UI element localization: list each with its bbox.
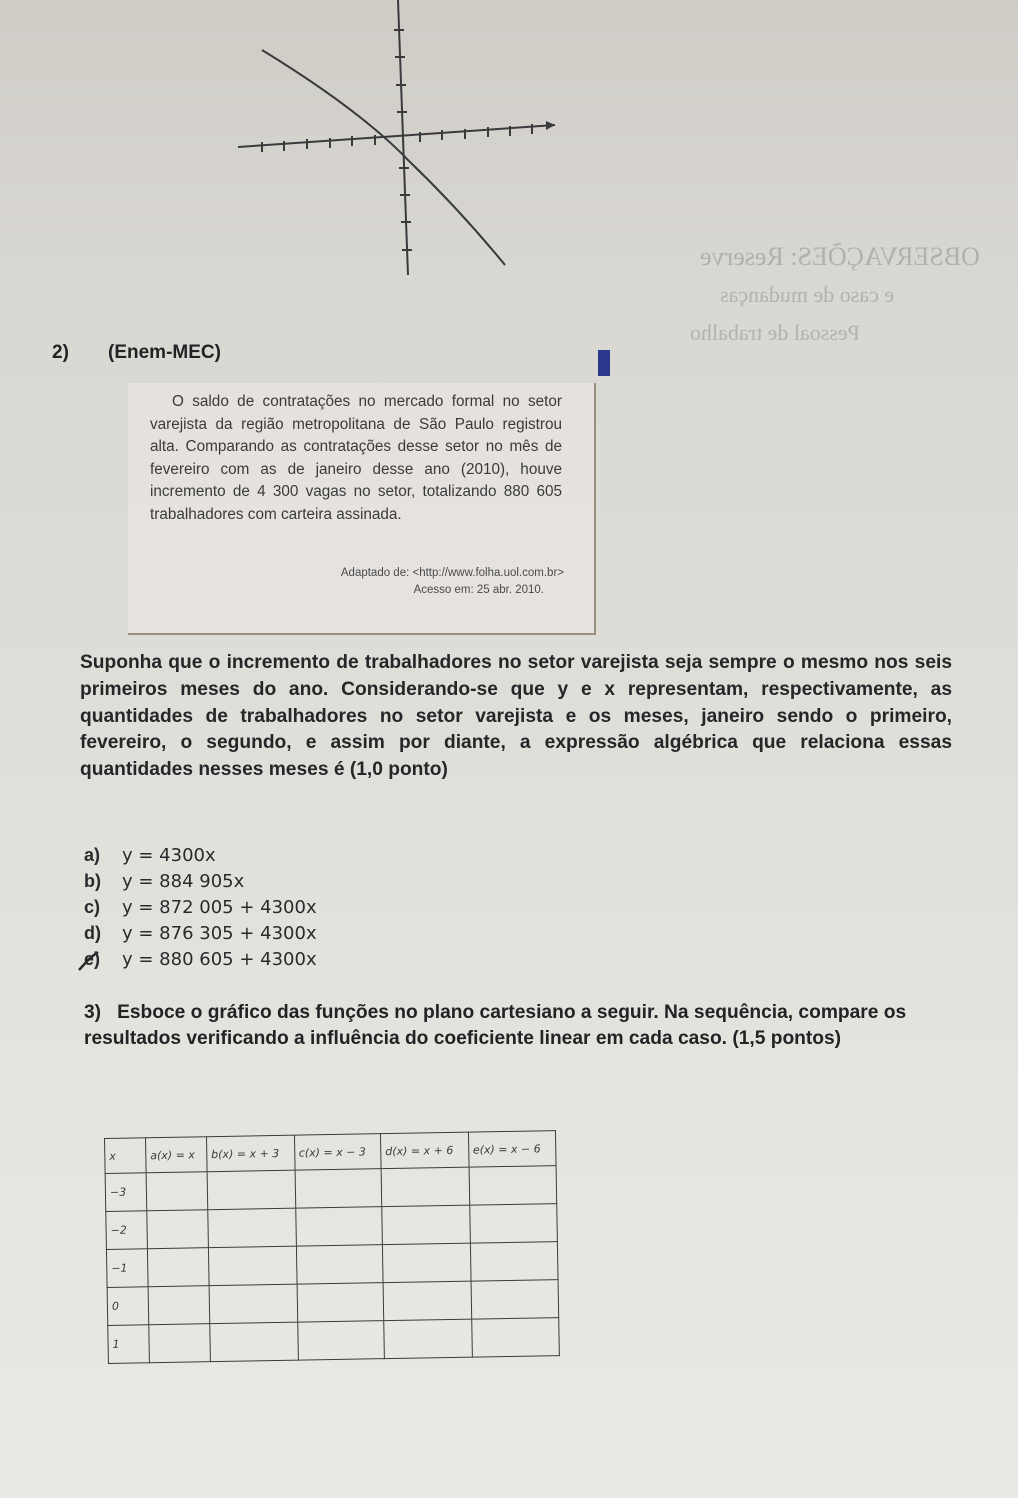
table-header: e(x) = x − 6 — [468, 1131, 556, 1168]
option-expression: y = 880 605 + 4300x — [122, 949, 317, 970]
table-cell[interactable] — [149, 1324, 211, 1363]
marker-bar-block — [598, 350, 610, 376]
bleedthrough-text: OBSERVAÇÕES: Reserve — [700, 242, 980, 271]
bleedthrough-text: e caso de mudanças — [720, 282, 895, 307]
graph-y-axis — [398, 0, 408, 275]
table-cell[interactable] — [382, 1205, 470, 1245]
table-cell[interactable] — [146, 1172, 208, 1211]
table-header: b(x) = x + 3 — [206, 1135, 294, 1172]
graph-line — [262, 50, 505, 265]
table-cell[interactable] — [384, 1319, 472, 1359]
option-a[interactable] — [84, 845, 216, 866]
option-label: a) — [84, 845, 101, 865]
table-cell[interactable] — [297, 1283, 384, 1323]
citation-source: Adaptado de: <http://www.folha.uol.com.br> — [340, 567, 564, 579]
table-cell-x: −3 — [105, 1173, 147, 1212]
table-header: d(x) = x + 6 — [381, 1132, 469, 1169]
table-cell[interactable] — [469, 1166, 557, 1206]
option-label: b) — [84, 871, 101, 891]
table-cell-x: 1 — [108, 1325, 150, 1364]
table-cell[interactable] — [210, 1322, 298, 1362]
table-cell[interactable] — [469, 1204, 557, 1244]
option-expression: y = 872 005 + 4300x — [122, 897, 317, 918]
function-value-table — [104, 1130, 560, 1364]
table-cell-x: −1 — [106, 1249, 148, 1288]
question-3 — [84, 1000, 954, 1052]
graph-x-axis — [238, 125, 555, 147]
decreasing-line-graph — [0, 0, 1018, 340]
table-cell[interactable] — [295, 1169, 382, 1209]
option-label: d) — [84, 923, 101, 943]
table-cell[interactable] — [381, 1167, 469, 1207]
table-row — [108, 1318, 560, 1364]
table-cell[interactable] — [382, 1243, 470, 1283]
excerpt-box — [128, 383, 596, 635]
table-cell[interactable] — [471, 1280, 559, 1320]
table-cell[interactable] — [295, 1207, 382, 1247]
table-cell-x: 0 — [107, 1287, 149, 1326]
option-c[interactable] — [84, 897, 317, 918]
table-cell[interactable] — [147, 1210, 209, 1249]
question-3-number: 3) — [84, 1002, 102, 1023]
option-expression: y = 876 305 + 4300x — [122, 923, 317, 944]
table-header: c(x) = x − 3 — [294, 1134, 381, 1171]
table-cell[interactable] — [297, 1321, 384, 1361]
table-header: x — [105, 1138, 147, 1174]
option-label: e) — [84, 949, 101, 969]
question-3-text: Esboce o gráfico das funções no plano cartesiano a seguir. Na sequência, compare os resultados verificando a influência do coeficiente linear em cada caso. (1,5 pontos) — [84, 1002, 907, 1049]
table-cell[interactable] — [147, 1248, 209, 1287]
option-d[interactable] — [84, 923, 317, 944]
excerpt-text: O saldo de contratações no mercado formal no setor varejista da região metropolitana de São Paulo registrou alta. Comparando as contratações desse setor no mês de fevereiro com as de janeiro desse ano (2010), houve incremento de 4 300 vagas no setor, totalizando 880 605 trabalhadores com carteira assinada. — [150, 393, 562, 523]
table-cell[interactable] — [296, 1245, 383, 1285]
table-cell[interactable] — [471, 1318, 559, 1358]
table-cell[interactable] — [209, 1284, 297, 1324]
table-cell[interactable] — [207, 1170, 295, 1210]
option-expression: y = 4300x — [122, 845, 216, 866]
answer-checkmark-icon — [76, 948, 116, 978]
option-label: c) — [84, 897, 101, 917]
table-cell[interactable] — [208, 1208, 296, 1248]
table-cell[interactable] — [383, 1281, 471, 1321]
table-header: a(x) = x — [146, 1137, 208, 1173]
option-b[interactable] — [84, 871, 245, 892]
option-expression: y = 884 905x — [122, 871, 245, 892]
table-cell[interactable] — [470, 1242, 558, 1282]
bleedthrough-text: Pessoal de trabalho — [690, 320, 860, 345]
question-2-statement: Suponha que o incremento de trabalhadores no setor varejista seja sempre o mesmo nos seis primeiros meses do ano. Considerando-se que y e x representam, respectivamente, as quantidades de trabalhadores no setor varejista e os meses, janeiro sendo o primeiro, fevereiro, o segundo, e assim por diante, a expressão algébrica que relaciona essas quantidades nesses meses é (1,0 ponto) — [80, 652, 952, 781]
table-cell-x: −2 — [106, 1211, 148, 1250]
citation-access-date: Acesso em: 25 abr. 2010. — [413, 584, 544, 596]
table-cell[interactable] — [148, 1286, 210, 1325]
question-2-source: (Enem-MEC) — [108, 342, 221, 363]
question-2-number: 2) — [52, 342, 69, 363]
table-cell[interactable] — [208, 1246, 296, 1286]
